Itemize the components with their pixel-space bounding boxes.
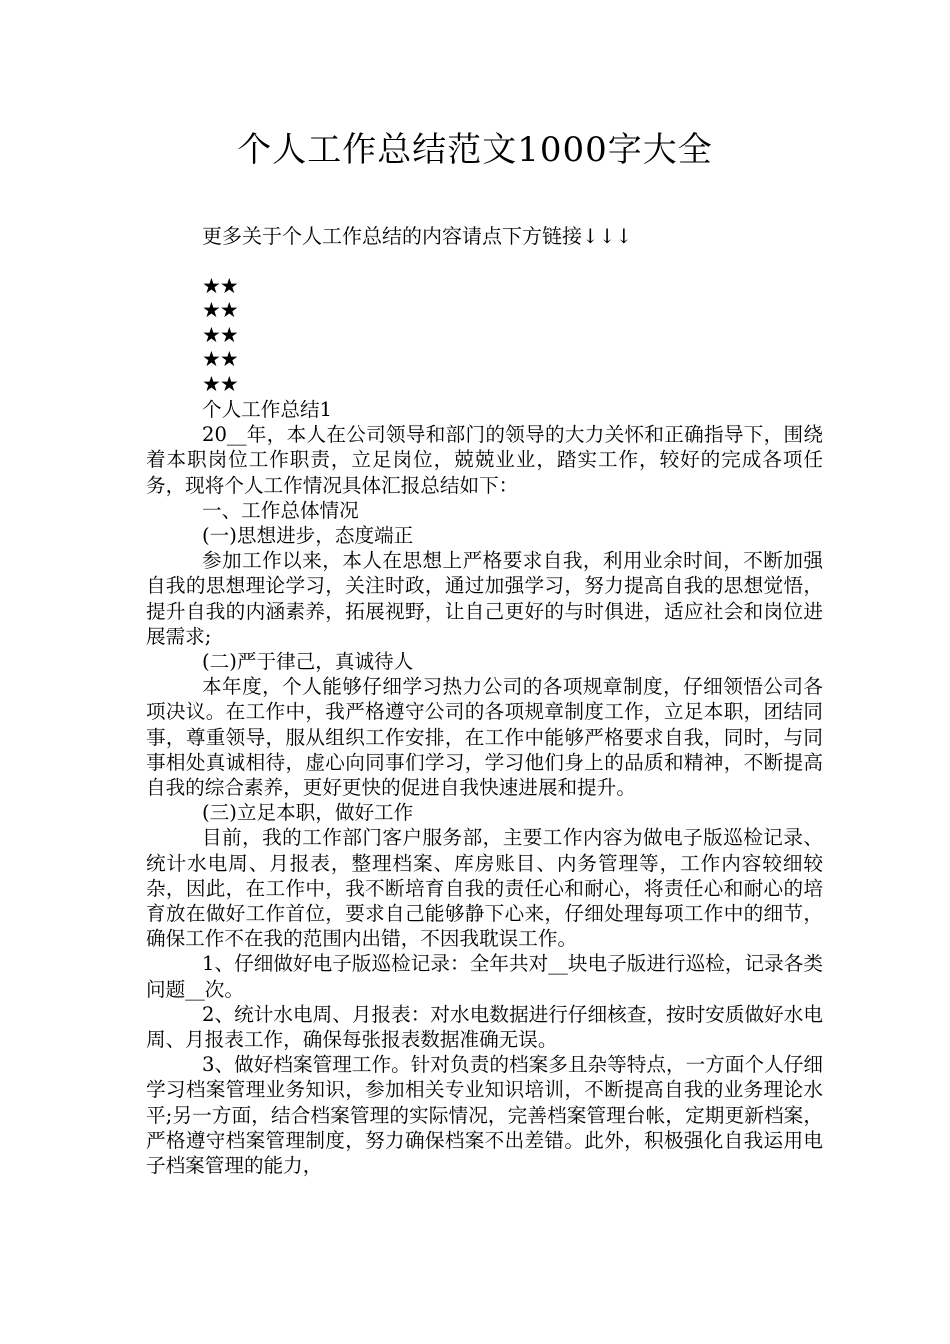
star-row: ★★ [202,298,238,323]
related-links-intro: 更多关于个人工作总结的内容请点下方链接↓↓↓ [202,224,633,248]
document-body [146,397,823,1178]
opening-paragraph: 20__年，本人在公司领导和部门的领导的大力关怀和正确指导下，围绕着本职岗位工作职责，立足岗位，兢兢业业，踏实工作，较好的完成各项任务，现将个人工作情况具体汇报总结如下： [146,423,823,497]
subheading-self-discipline: (二)严于律己，真诚待人 [202,650,414,674]
heading-overall-situation: 一、工作总体情况 [202,498,359,522]
list-item-inspection-records: 1、仔细做好电子版巡检记录：全年共对__块电子版进行巡检，记录各类问题__次。 [146,952,823,1001]
list-item-utility-reports: 2、统计水电周、月报表：对水电数据进行仔细核查，按时安质做好水电周、月报表工作，确保每张报表数据准确无误。 [146,1002,823,1052]
subheading-ideology: (一)思想进步，态度端正 [202,524,414,548]
list-item-archive-management: 3、做好档案管理工作。针对负责的档案多且杂等特点，一方面个人仔细学习档案管理业务知识，参加相关专业知识培训，不断提高自我的业务理论水平;另一方面，结合档案管理的实际情况，完善档案管理台帐，定期更新档案，严格遵守档案管理制度，努力确保档案不出差错。此外，积极强化自我运用电子档案管理的能力， [146,1053,823,1178]
document-title: 个人工作总结范文1000字大全 [237,130,713,170]
subheading-job-duties: (三)立足本职，做好工作 [202,801,414,825]
paragraph-ideology: 参加工作以来，本人在思想上严格要求自我，利用业余时间，不断加强自我的思想理论学习，关注时政，通过加强学习，努力提高自我的思想觉悟，提升自我的内涵素养，拓展视野，让自己更好的与时俱进，适应社会和岗位进展需求; [146,549,823,648]
paragraph-self-discipline: 本年度，个人能够仔细学习热力公司的各项规章制度，仔细领悟公司各项决议。在工作中，我严格遵守公司的各项规章制度工作，立足本职，团结同事，尊重领导，服从组织工作安排，在工作中能够严格要求自我，同时，与同事相处真诚相待，虚心向同事们学习，学习他们身上的品质和精神，不断提高自我的综合素养，更好更快的促进自我快速进展和提升。 [146,675,823,800]
star-row: ★★ [202,274,238,298]
section-title: 个人工作总结1 [202,398,333,421]
star-row: ★★ [202,371,238,396]
paragraph-job-duties: 目前，我的工作部门客户服务部，主要工作内容为做电子版巡检记录、统计水电周、月报表，整理档案、库房账目、内务管理等，工作内容较细较杂，因此，在工作中，我不断培育自我的责任心和耐心，将责任心和耐心的培育放在做好工作首位，要求自己能够静下心来，仔细处理每项工作中的细节，确保工作不在我的范围内出错，不因我耽误工作。 [146,826,823,951]
star-decoration [202,274,262,396]
star-row: ★★ [202,347,238,372]
star-row: ★★ [202,322,238,347]
